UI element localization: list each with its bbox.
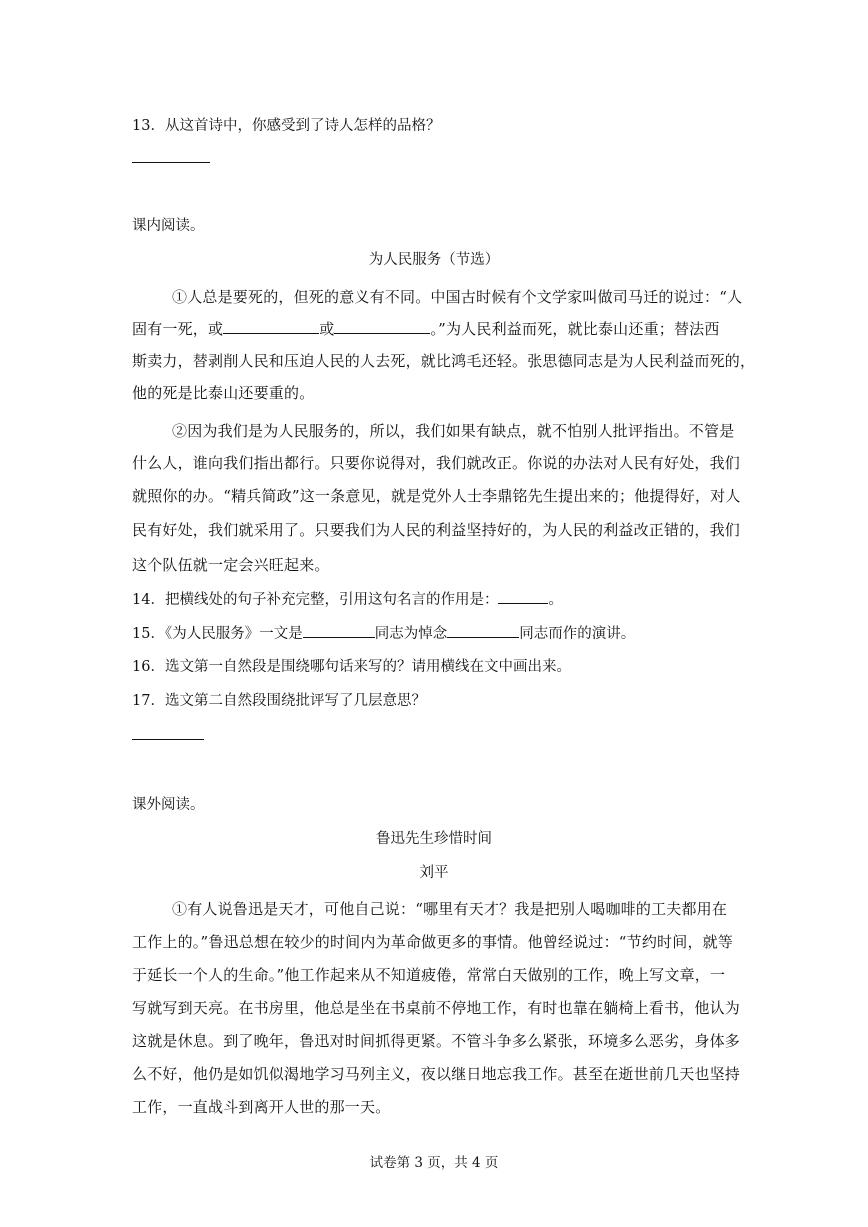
fill-blank-1 bbox=[223, 319, 319, 334]
question-15 bbox=[132, 623, 635, 644]
p3-line-3: 于延长一个人的生命。”他工作起来从不知道疲倦，常常白天做别的工作，晚上写文章，一 bbox=[132, 966, 726, 984]
page-footer: 试卷第 3 页，共 4 页 bbox=[369, 1155, 499, 1171]
passage-author: 刘平 bbox=[419, 865, 449, 881]
question-15-text-c: 同志而作的演讲。 bbox=[519, 626, 636, 642]
p1-line-2-a: 固有一死，或 bbox=[132, 320, 224, 338]
question-17: 17．选文第二自然段围绕批评写了几层意思？ bbox=[132, 693, 426, 709]
p3-line-4: 写就写到天亮。在书房里，他总是坐在书桌前不停地工作，有时也靠在躺椅上看书，他认为 bbox=[132, 999, 741, 1017]
question-15-text-b: 同志为悼念 bbox=[374, 626, 448, 642]
p1-line-1: ①人总是要死的，但死的意义有不同。中国古时候有个文学家叫做司马迁的说过：“人 bbox=[172, 288, 743, 306]
p2-line-3: 就照你的办。“精兵简政”这一条意见，就是党外人士李鼎铭先生提出来的；他提得好，对人 bbox=[132, 487, 741, 505]
answer-blank-14 bbox=[498, 589, 548, 604]
fill-blank-2 bbox=[334, 319, 430, 334]
p2-line-2: 什么人，谁向我们指出都行。只要你说得对，我们就改正。你说的办法对人民有好处，我们 bbox=[132, 454, 741, 472]
question-16: 16．选文第一自然段是围绕哪句话来写的？请用横线在文中画出来。 bbox=[132, 659, 571, 675]
p2-line-1: ②因为我们是为人民服务的，所以，我们如果有缺点，就不怕别人批评指出。不管是 bbox=[172, 422, 735, 440]
p1-line-4: 他的死是比泰山还要重的。 bbox=[132, 384, 315, 402]
question-13: 13．从这首诗中，你感受到了诗人怎样的品格？ bbox=[132, 118, 441, 134]
question-14-end: 。 bbox=[548, 592, 563, 608]
p3-line-1: ①有人说鲁迅是天才，可他自己说：“哪里有天才？我是把别人喝咖啡的工夫都用在 bbox=[172, 900, 728, 918]
passage-title-2: 鲁迅先生珍惜时间 bbox=[376, 831, 492, 847]
question-15-text-a: 15．《为人民服务》一文是 bbox=[132, 626, 303, 642]
answer-line-13 bbox=[132, 162, 210, 163]
section-heading-extracurricular: 课外阅读。 bbox=[132, 797, 205, 813]
answer-line-17 bbox=[132, 739, 204, 740]
p1-line-2 bbox=[132, 319, 737, 339]
p3-line-7: 工作，一直战斗到离开人世的那一天。 bbox=[132, 1098, 391, 1116]
p1-line-2-c: 。”为人民利益而死，就比泰山还重；替法西 bbox=[430, 320, 720, 338]
answer-blank-15b bbox=[447, 623, 519, 638]
p1-line-3: 斯卖力，替剥削人民和压迫人民的人去死，就比鸿毛还轻。张思德同志是为人民利益而死的， bbox=[132, 352, 756, 370]
p3-line-5: 这就是休息。到了晚年，鲁迅对时间抓得更紧。不管斗争多么紧张，环境多么恶劣，身体多 bbox=[132, 1032, 741, 1050]
question-14-text: 14．把横线处的句子补充完整，引用这句名言的作用是： bbox=[132, 592, 499, 608]
p2-line-4: 民有好处，我们就采用了。只要我们为人民的利益坚持好的，为人民的利益改正错的，我们 bbox=[132, 521, 741, 539]
p2-line-5: 这个队伍就一定会兴旺起来。 bbox=[132, 556, 330, 574]
answer-blank-15a bbox=[303, 623, 375, 638]
p3-line-2: 工作上的。”鲁迅总想在较少的时间内为革命做更多的事情。他曾经说过：“节约时间，就等 bbox=[132, 933, 734, 951]
section-heading-in-class: 课内阅读。 bbox=[132, 218, 205, 234]
p3-line-6: 么不好，他仍是如饥似渴地学习马列主义，夜以继日地忘我工作。甚至在逝世前几天也坚持 bbox=[132, 1065, 741, 1083]
p1-line-2-b: 或 bbox=[319, 320, 335, 338]
question-14 bbox=[132, 589, 563, 610]
passage-title-1: 为人民服务（节选） bbox=[368, 252, 500, 268]
